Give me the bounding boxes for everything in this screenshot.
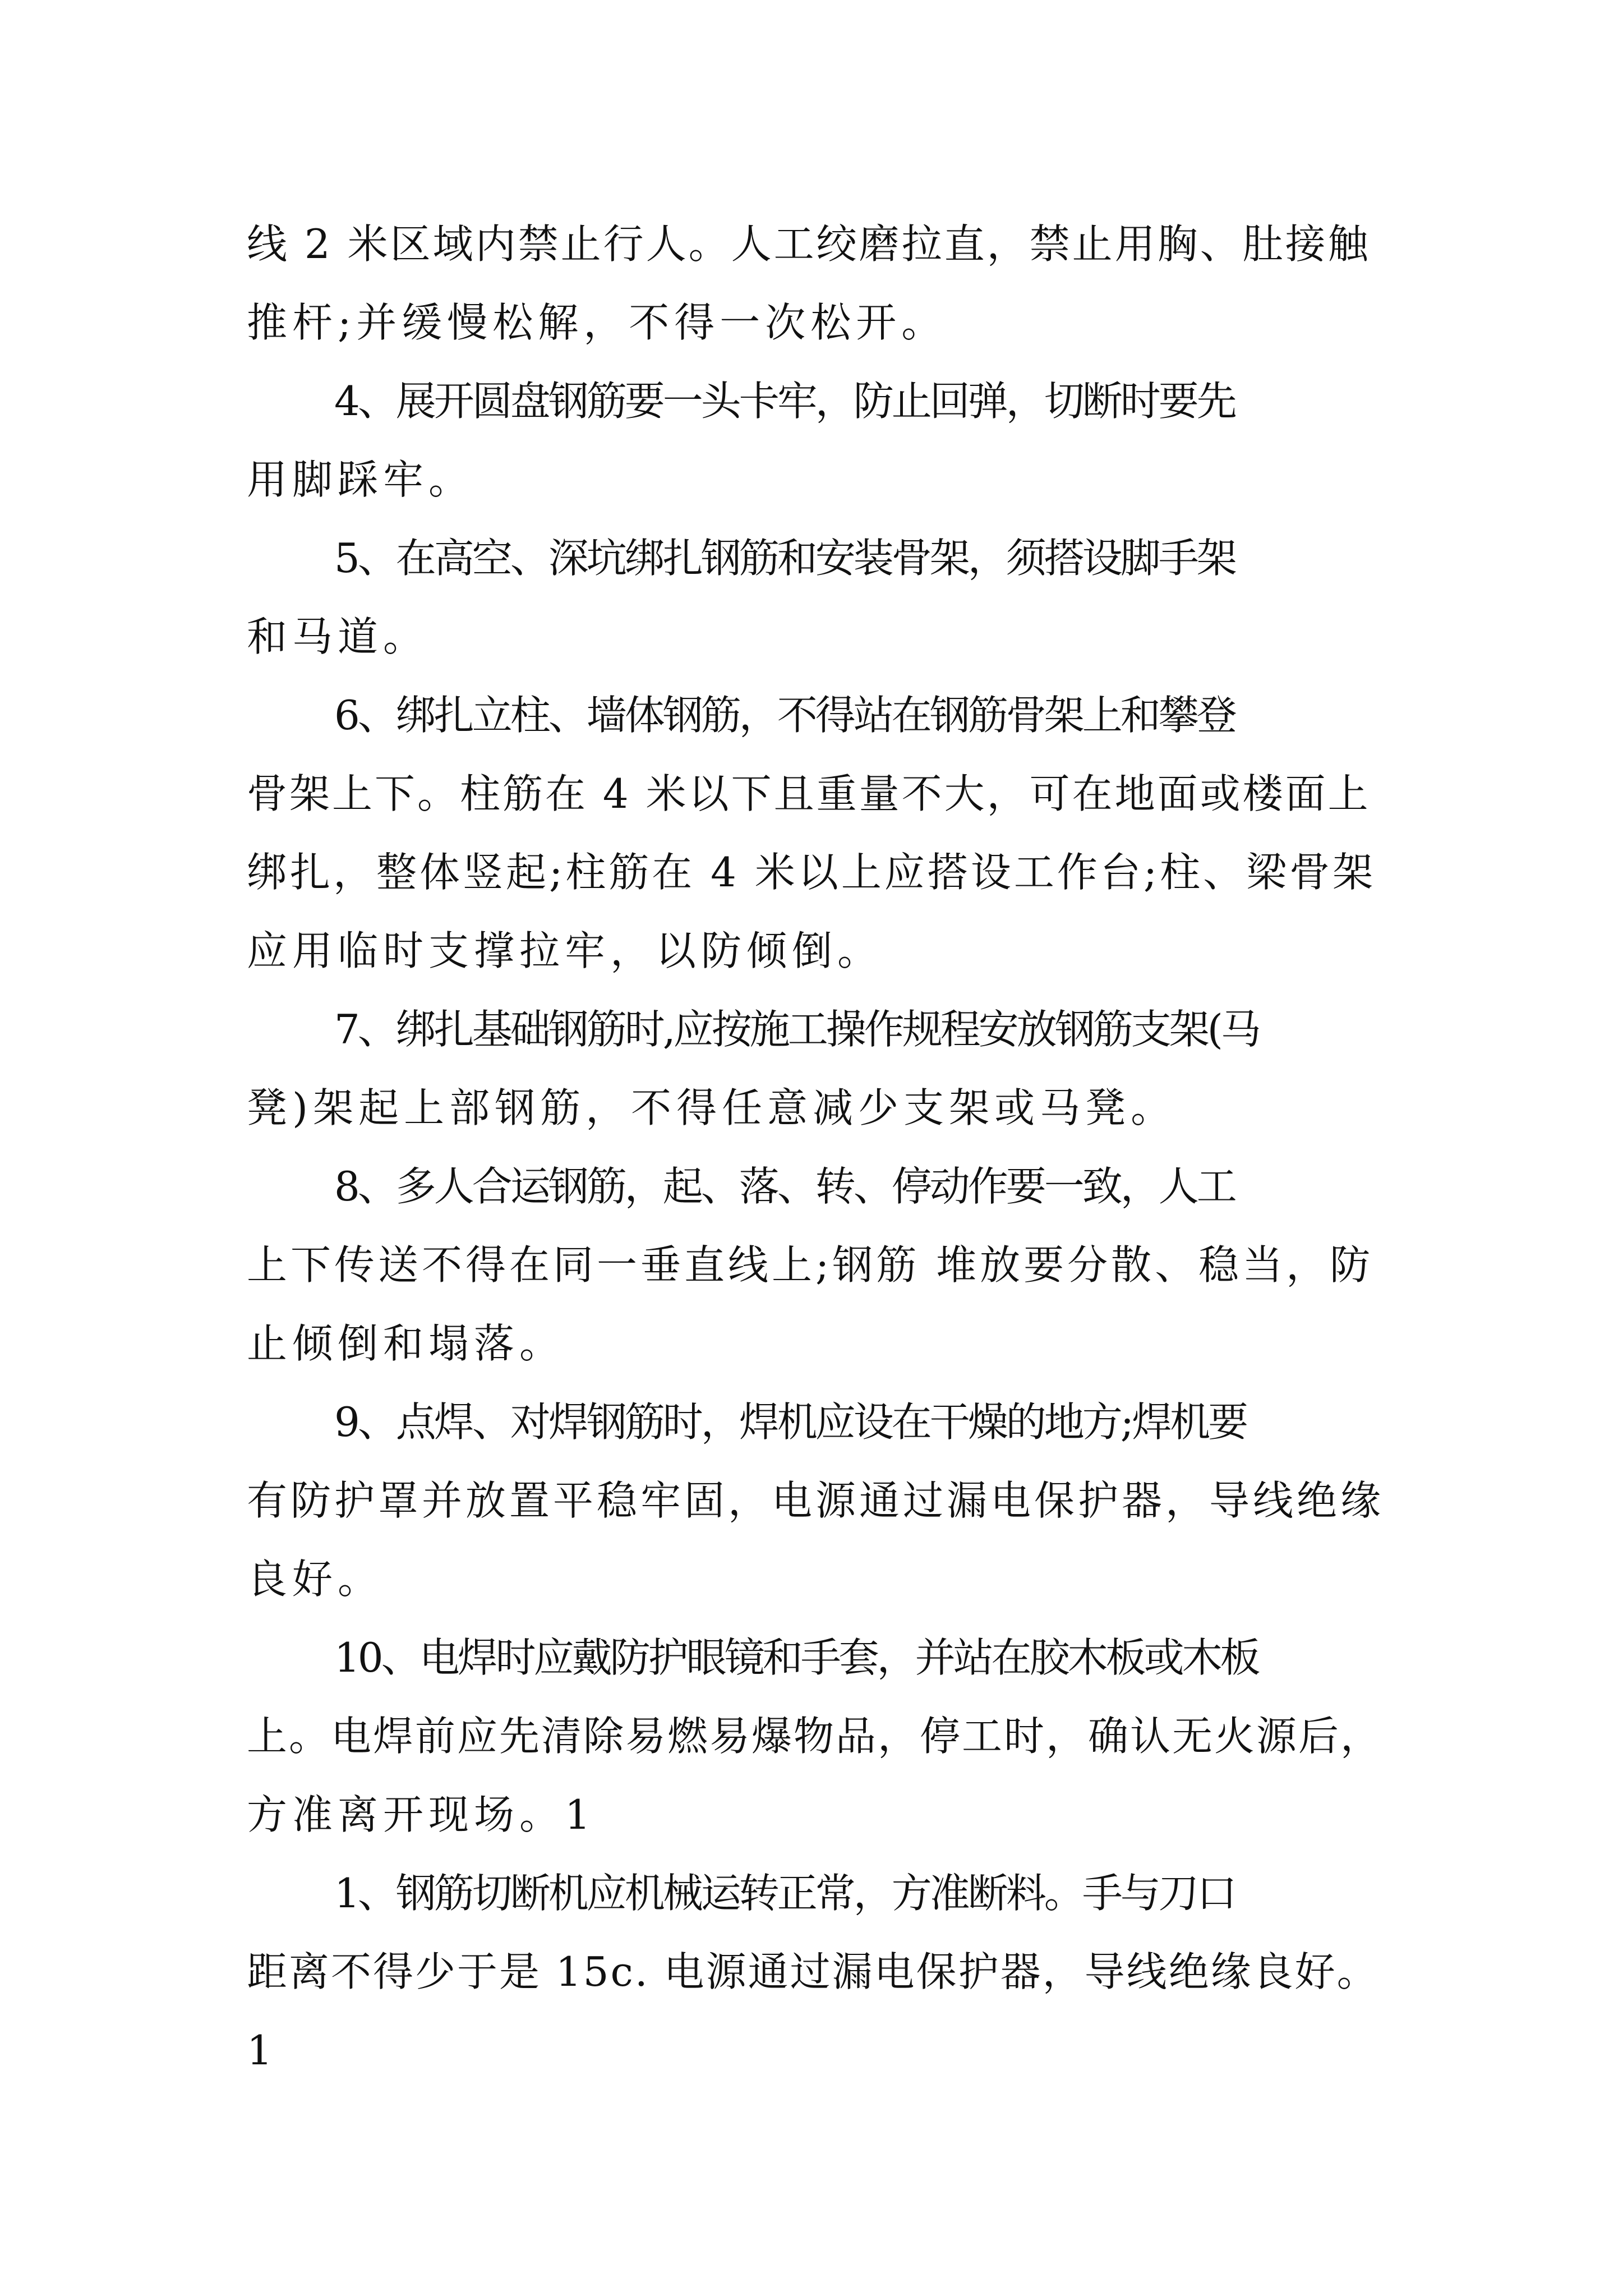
paragraph-4-line-2: 用脚踩牢。 [247, 456, 474, 503]
paragraph-5-line-2: 和马道。 [247, 613, 429, 660]
paragraph-6-line-1: 6、绑扎立柱、墙体钢筋，不得站在钢筋骨架上和攀登 [334, 692, 1235, 739]
paragraph-10-line-3: 方准离开现场。1 [247, 1791, 596, 1838]
paragraph-11-line-1: 1、钢筋切断机应机械运转正常，方准断料。手与刀口 [334, 1870, 1235, 1917]
paragraph-6-line-3: 绑扎，整体竖起;柱筋在 4 米以上应搭设工作台;柱、梁骨架 [247, 849, 1376, 896]
paragraph-11-line-3: 1 [247, 2027, 278, 2074]
paragraph-4-line-1: 4、展开圆盘钢筋要一头卡牢，防止回弹，切断时要先 [334, 378, 1235, 425]
text-line: 线 2 米区域内禁止行人。人工绞磨拉直，禁止用胸、肚接触 [247, 220, 1371, 268]
paragraph-7-line-1: 7、绑扎基础钢筋时,应按施工操作规程安放钢筋支架(马 [334, 1006, 1259, 1053]
paragraph-9-line-2: 有防护罩并放置平稳牢固，电源通过漏电保护器，导线绝缘 [247, 1477, 1385, 1524]
text-line: 推杆;并缓慢松解，不得一次松开。 [247, 299, 947, 346]
paragraph-6-line-4: 应用临时支撑拉牢，以防倾倒。 [247, 927, 883, 974]
paragraph-9-line-1: 9、点焊、对焊钢筋时，焊机应设在干燥的地方;焊机要 [334, 1398, 1247, 1446]
paragraph-8-line-3: 止倾倒和塌落。 [247, 1320, 565, 1367]
paragraph-9-line-3: 良好。 [247, 1556, 384, 1603]
paragraph-6-line-2: 骨架上下。柱筋在 4 米以下且重量不大，可在地面或楼面上 [247, 770, 1371, 817]
paragraph-7-line-2: 凳)架起上部钢筋，不得任意减少支架或马凳。 [247, 1084, 1177, 1131]
paragraph-8-line-1: 8、多人合运钢筋，起、落、转、停动作要一致，人工 [334, 1163, 1235, 1210]
paragraph-11-line-2: 距离不得少于是 15c. 电源通过漏电保护器，导线绝缘良好。 [247, 1948, 1379, 1995]
paragraph-5-line-1: 5、在高空、深坑绑扎钢筋和安装骨架，须搭设脚手架 [334, 535, 1235, 582]
paragraph-10-line-1: 10、电焊时应戴防护眼镜和手套，并站在胶木板或木板 [334, 1634, 1258, 1681]
paragraph-10-line-2: 上。电焊前应先清除易燃易爆物品，停工时，确认无火源后， [247, 1713, 1383, 1760]
paragraph-8-line-2: 上下传送不得在同一垂直线上;钢筋 堆放要分散、稳当，防 [247, 1241, 1374, 1289]
